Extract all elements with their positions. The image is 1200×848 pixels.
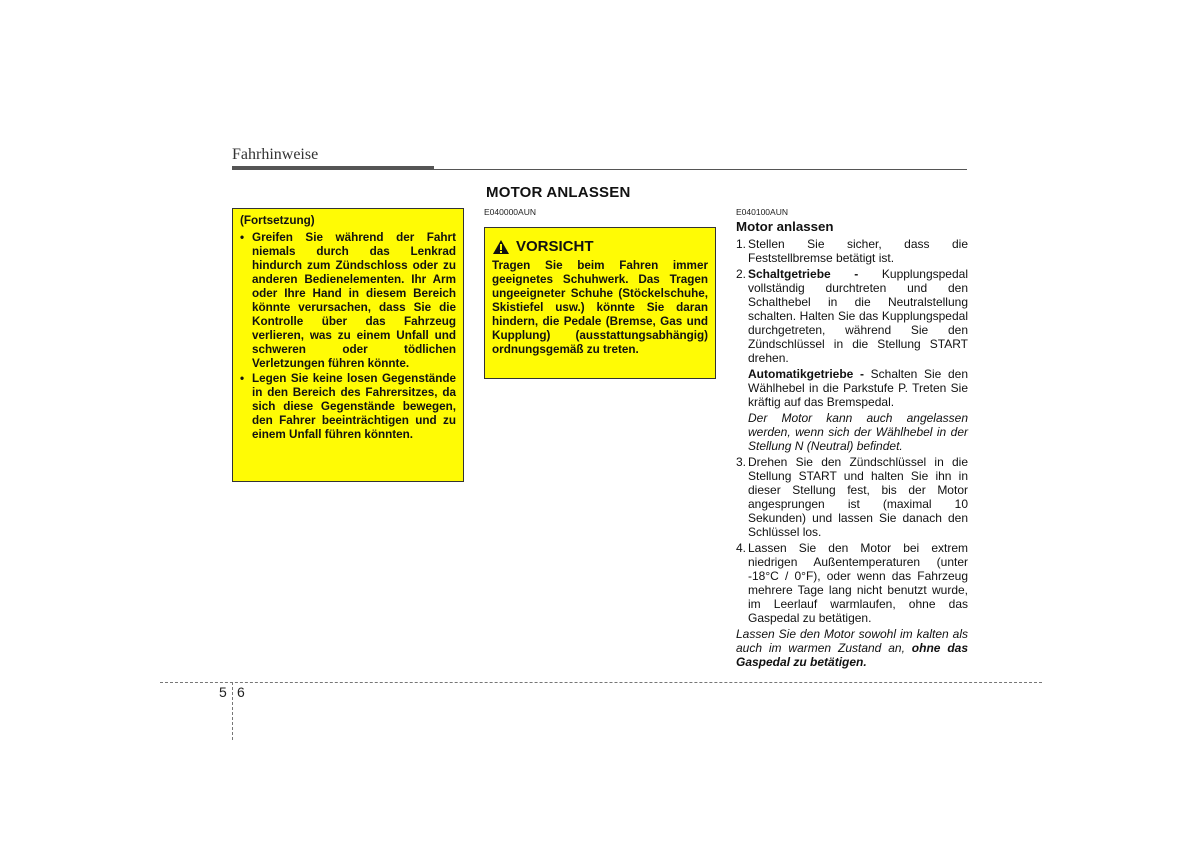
caution-box — [484, 227, 716, 379]
step-number: 2. — [736, 267, 747, 281]
caution-text: Tragen Sie beim Fahren immer geeignetes Schuhwerk. Das Tragen ungeeigneter Schuhe (Stöckelschuhe, Skistiefel usw.) könnte Sie daran hindern, die Pedale (Bremse, Gas und Kupplung) (ausstattungsabhängig) ordnungsgemäß zu treten. — [492, 259, 708, 356]
list-item: • Greifen Sie während der Fahrt niemals durch das Lenkrad hindurch zum Zündschloss oder zu anderen Bedienelementen. Ihr Arm oder Ihre Hand in diesem Bereich könnte verursachen, dass Sie die Kontrolle über das Fahrzeug verlieren, was zu einem Unfall und schweren oder tödlichen Verletzungen führen könnte. — [240, 231, 456, 370]
bullet-text: Legen Sie keine losen Gegenstände in den Bereich des Fahrersitzes, da sich diese Gegenstände bewegen, den Fahrer beeinträchtigen und zu einem Unfall führen könnten. — [252, 372, 456, 441]
section-code: E040000AUN — [484, 207, 536, 217]
instructions-column — [736, 219, 968, 669]
step-text: Kupplungspedal vollständig durchtreten und den Schalthebel in die Neutralstellung schalten. Halten Sie das Kupplungspedal durchgetreten, während Sie den Zündschlüssel in die Stellung START drehen. — [748, 267, 968, 365]
page-chapter: 5 — [219, 684, 227, 700]
step-bold-label: Automatikgetriebe - — [748, 367, 864, 381]
step-bold-label: Schaltgetriebe - — [748, 267, 859, 281]
step-text: Schalten Sie den Wählhebel in die Parkstufe P. Treten Sie kräftig auf das Bremspedal. — [748, 367, 968, 409]
closing-note — [736, 627, 968, 669]
header-rule-thin — [434, 169, 967, 170]
step-note: Der Motor kann auch angelassen werden, wenn sich der Wählhebel in der Stellung N (Neutral) befindet. — [748, 411, 968, 453]
step-text: Stellen Sie sicher, dass die Feststellbremse betätigt ist. — [748, 237, 968, 265]
step-number: 3. — [736, 455, 747, 469]
continuation-warning-box — [232, 208, 464, 482]
page-number: 6 — [237, 684, 245, 700]
steps-list — [736, 237, 968, 625]
step-text: Lassen Sie den Motor bei extrem niedrigen Außentemperaturen (unter -18°C / 0°F), oder wenn das Fahrzeug mehrere Tage lang nicht benutzt wurde, im Leerlauf warmlaufen, ohne das Gaspedal zu betätigen. — [748, 541, 968, 625]
list-item — [736, 237, 968, 265]
subheading: Motor anlassen — [736, 219, 834, 234]
caution-label: VORSICHT — [516, 238, 594, 255]
step-text: Drehen Sie den Zündschlüssel in die Stellung START und halten Sie ihn in dieser Stellung fest, bis der Motor angesprungen ist (maximal 10 Sekunden) und lassen Sie danach den Schlüssel los. — [748, 455, 968, 539]
step-number: 4. — [736, 541, 747, 555]
continuation-bullets — [240, 231, 456, 442]
list-item: • Legen Sie keine losen Gegenstände in den Bereich des Fahrersitzes, da sich diese Gegenstände bewegen, den Fahrer beeinträchtigen und zu einem Unfall führen könnten. — [240, 372, 456, 441]
list-item — [736, 267, 968, 453]
warning-triangle-icon — [492, 239, 510, 255]
section-title: Fahrhinweise — [232, 146, 319, 163]
section-code: E040100AUN — [736, 207, 788, 217]
list-item — [736, 541, 968, 625]
footer-divider — [160, 682, 1042, 683]
list-item — [736, 455, 968, 539]
footer-page-divider — [232, 682, 233, 740]
continuation-heading: (Fortsetzung) — [240, 214, 315, 227]
header-rule-thick — [232, 166, 434, 170]
bullet-text: Greifen Sie während der Fahrt niemals durch das Lenkrad hindurch zum Zündschloss oder zu anderen Bedienelementen. Ihr Arm oder Ihre Hand in diesem Bereich könnte verursachen, dass Sie die Kontrolle über das Fahrzeug verlieren, was zu einem Unfall und schweren oder tödlichen Verletzungen führen könnte. — [252, 231, 456, 370]
page-title: MOTOR ANLASSEN — [486, 184, 631, 201]
step-number: 1. — [736, 237, 747, 251]
closing-italic: Lassen Sie den Motor sowohl im kalten als auch im warmen Zustand an, — [736, 627, 968, 655]
caution-header — [492, 237, 708, 257]
closing-bold: ohne das Gaspedal zu betätigen. — [736, 641, 968, 669]
